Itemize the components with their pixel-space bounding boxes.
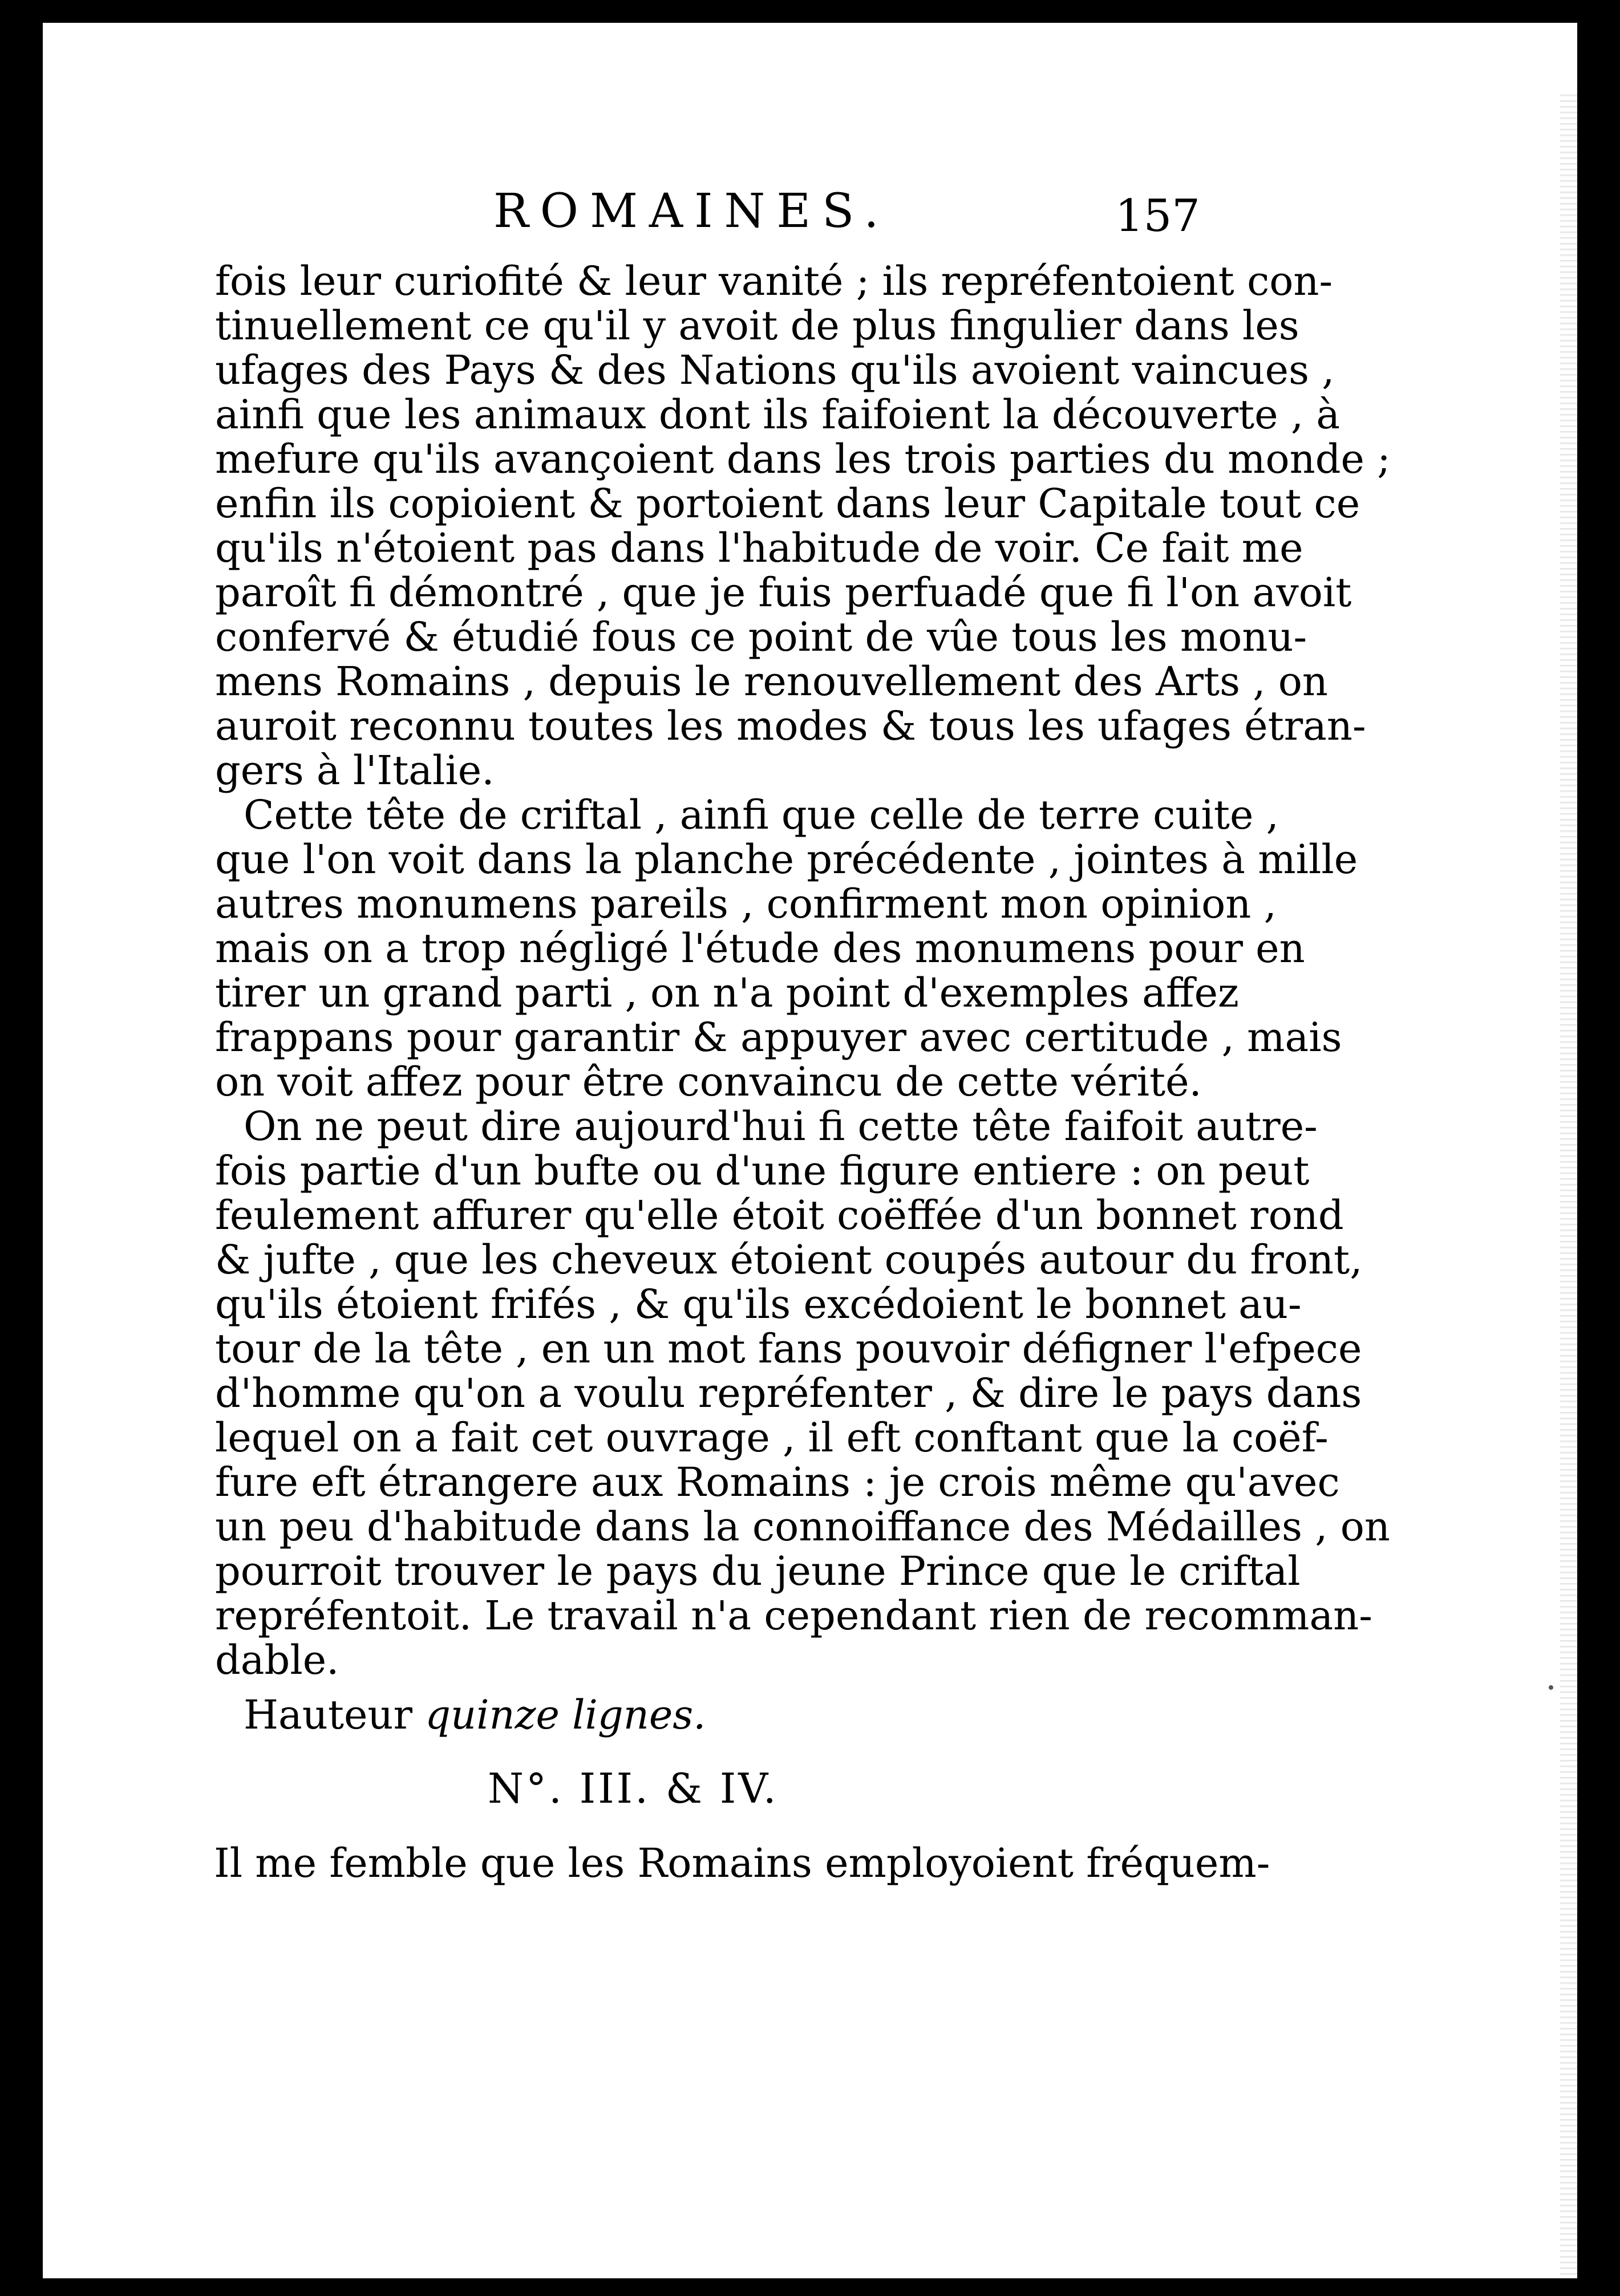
page-edge [1560,91,1577,2278]
text-line: & jufte , que les cheveux étoient coupés autour du front, [215,1236,1363,1283]
text-line: tirer un grand parti , on n'a point d'exemples affez [215,969,1239,1016]
text-line: fure eft étrangere aux Romains : je crois même qu'avec [215,1459,1340,1506]
text-line: paroît fi démontré , que je fuis perfuadé que fi l'on avoit [215,569,1352,616]
section-heading: N°. III. & IV. [488,1764,779,1812]
text-line: ainfi que les animaux dont ils faifoient la découverte , à [215,391,1340,438]
text-line: fois leur curiofité & leur vanité ; ils repréfentoient con- [215,258,1333,305]
text-line: frappans pour garantir & appuyer avec certitude , mais [215,1014,1342,1061]
text-line: qu'ils n'étoient pas dans l'habitude de voir. Ce fait me [215,525,1303,571]
text-line: tinuellement ce qu'il y avoit de plus fingulier dans les [215,302,1299,349]
page-number: 157 [1115,190,1200,242]
text-line: fois partie d'un bufte ou d'une figure entiere : on peut [215,1147,1310,1194]
text-line: pourroit trouver le pays du jeune Prince que le criftal [215,1548,1301,1595]
height-value: quinze lignes. [425,1691,706,1738]
text-line: dable. [215,1637,339,1684]
height-label: Hauteur [244,1691,412,1738]
text-line: repréfentoit. Le travail n'a cependant rien de recomman- [215,1592,1372,1639]
text-line: qu'ils étoient frifés , & qu'ils excédoient le bonnet au- [215,1281,1302,1328]
text-line: mens Romains , depuis le renouvellement des Arts , on [215,658,1329,705]
text-line: Il me femble que les Romains employoient fréquem- [214,1840,1270,1887]
text-line: d'homme qu'on a voulu repréfenter , & dire le pays dans [215,1370,1362,1417]
text-line: un peu d'habitude dans la connoiffance des Médailles , on [215,1503,1390,1550]
text-line: On ne peut dire aujourd'hui fi cette tête faifoit autre- [244,1103,1318,1150]
text-line: feulement affurer qu'elle étoit coëffée d'un bonnet rond [215,1192,1344,1239]
running-head: ROMAINES. [493,184,890,238]
text-line: mefure qu'ils avançoient dans les trois parties du monde ; [215,436,1391,482]
text-line: tour de la tête , en un mot fans pouvoir défigner l'efpece [215,1325,1362,1372]
height-note [244,1691,706,1738]
book-page [43,23,1577,2278]
text-line: autres monumens pareils , confirment mon opinion , [215,881,1277,927]
ink-speck [1549,1685,1553,1690]
text-line: on voit affez pour être convaincu de cette vérité. [215,1058,1202,1105]
text-line: enfin ils copioient & portoient dans leur Capitale tout ce [215,480,1360,527]
text-line: confervé & étudié fous ce point de vûe tous les monu- [215,614,1307,660]
text-line: lequel on a fait cet ouvrage , il eft conftant que la coëf- [215,1414,1329,1461]
text-line: mais on a trop négligé l'étude des monumens pour en [215,925,1305,972]
text-line: que l'on voit dans la planche précédente , jointes à mille [215,836,1358,883]
text-line: gers à l'Italie. [215,747,495,794]
text-line: ufages des Pays & des Nations qu'ils avoient vaincues , [215,347,1335,394]
text-line: auroit reconnu toutes les modes & tous les ufages étran- [215,703,1366,749]
text-line: Cette tête de criftal , ainfi que celle de terre cuite , [244,792,1279,838]
